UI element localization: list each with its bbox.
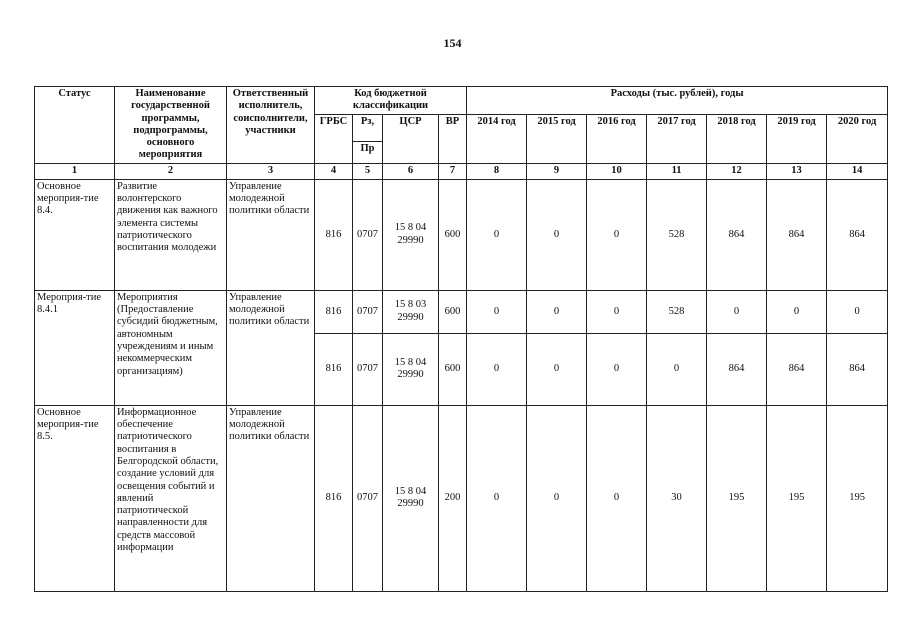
row-value: 864 xyxy=(707,179,767,290)
row-rzpr: 0707 xyxy=(353,333,383,405)
row-status: Основное мероприя-тие 8.5. xyxy=(35,405,115,591)
row-value: 0 xyxy=(467,333,527,405)
page-number: 154 xyxy=(443,36,462,50)
column-number: 5 xyxy=(353,163,383,179)
row-value: 0 xyxy=(467,290,527,333)
row-value: 0 xyxy=(587,333,647,405)
header-rz-cell: Рз, xyxy=(353,115,383,142)
row-value: 0 xyxy=(587,290,647,333)
column-number: 3 xyxy=(227,163,315,179)
row-value: 195 xyxy=(827,405,888,591)
row-csr: 15 8 04 29990 xyxy=(383,405,439,591)
row-value: 864 xyxy=(767,333,827,405)
budget-table-body xyxy=(34,86,888,592)
header-pr-cell: Пр xyxy=(353,141,383,163)
row-name: Информационное обеспечение патриотического воспитания в Белгородской области, создание условий для освещения событий и явлений патриотической направленности для средств массовой информации xyxy=(115,405,227,591)
header-year-2018: 2018 год xyxy=(707,115,767,164)
row-vr: 600 xyxy=(439,290,467,333)
row-value: 0 xyxy=(587,405,647,591)
row-value: 0 xyxy=(767,290,827,333)
table-row xyxy=(35,405,888,591)
header-expenses-cell: Расходы (тыс. рублей), годы xyxy=(467,87,888,115)
header-vr-cell: ВР xyxy=(439,115,467,164)
column-number: 11 xyxy=(647,163,707,179)
row-value: 0 xyxy=(647,333,707,405)
column-number: 14 xyxy=(827,163,888,179)
row-value: 195 xyxy=(767,405,827,591)
header-year-2017: 2017 год xyxy=(647,115,707,164)
column-number: 4 xyxy=(315,163,353,179)
header-status-cell: Статус xyxy=(35,87,115,164)
row-responsible: Управление молодежной политики области xyxy=(227,179,315,290)
row-csr: 15 8 04 29990 xyxy=(383,179,439,290)
row-status: Основное мероприя-тие 8.4. xyxy=(35,179,115,290)
header-csr-cell: ЦСР xyxy=(383,115,439,164)
row-grbs: 816 xyxy=(315,405,353,591)
row-name: Мероприятия (Предоставление субсидий бюджетным, автономным учреждениям и иным некоммерческим организациям) xyxy=(115,290,227,405)
row-value: 0 xyxy=(467,179,527,290)
row-value: 528 xyxy=(647,290,707,333)
row-value: 0 xyxy=(527,405,587,591)
row-value: 0 xyxy=(587,179,647,290)
row-name: Развитие волонтерского движения как важного элемента системы патриотического воспитания молодежи xyxy=(115,179,227,290)
row-csr: 15 8 04 29990 xyxy=(383,333,439,405)
row-value: 30 xyxy=(647,405,707,591)
header-year-2019: 2019 год xyxy=(767,115,827,164)
column-number: 6 xyxy=(383,163,439,179)
row-rzpr: 0707 xyxy=(353,290,383,333)
column-number: 1 xyxy=(35,163,115,179)
row-vr: 600 xyxy=(439,179,467,290)
row-value: 864 xyxy=(827,179,888,290)
row-value: 0 xyxy=(707,290,767,333)
row-value: 195 xyxy=(707,405,767,591)
row-csr: 15 8 03 29990 xyxy=(383,290,439,333)
header-responsible-cell: Ответственный исполнитель, соисполнители, участники xyxy=(227,87,315,164)
header-budget-code-cell: Код бюджетной классификации xyxy=(315,87,467,115)
header-year-2020: 2020 год xyxy=(827,115,888,164)
row-value: 864 xyxy=(827,333,888,405)
row-value: 528 xyxy=(647,179,707,290)
column-number: 8 xyxy=(467,163,527,179)
table-row xyxy=(35,179,888,290)
row-responsible: Управление молодежной политики области xyxy=(227,290,315,405)
header-name-cell: Наименование государственной программы, подпрограммы, основного мероприятия xyxy=(115,87,227,164)
row-status: Мероприя-тие 8.4.1 xyxy=(35,290,115,405)
column-number: 2 xyxy=(115,163,227,179)
header-year-2016: 2016 год xyxy=(587,115,647,164)
column-number: 12 xyxy=(707,163,767,179)
row-vr: 200 xyxy=(439,405,467,591)
table-row xyxy=(35,290,888,333)
column-number: 10 xyxy=(587,163,647,179)
row-vr: 600 xyxy=(439,333,467,405)
row-value: 0 xyxy=(467,405,527,591)
row-rzpr: 0707 xyxy=(353,405,383,591)
header-year-2014: 2014 год xyxy=(467,115,527,164)
row-responsible: Управление молодежной политики области xyxy=(227,405,315,591)
row-value: 0 xyxy=(527,333,587,405)
header-year-2015: 2015 год xyxy=(527,115,587,164)
row-value: 0 xyxy=(827,290,888,333)
column-number: 7 xyxy=(439,163,467,179)
row-grbs: 816 xyxy=(315,290,353,333)
column-number: 9 xyxy=(527,163,587,179)
column-number: 13 xyxy=(767,163,827,179)
row-value: 0 xyxy=(527,290,587,333)
column-numbers-row xyxy=(35,163,888,179)
row-value: 864 xyxy=(767,179,827,290)
row-grbs: 816 xyxy=(315,179,353,290)
header-grbs-cell: ГРБС xyxy=(315,115,353,164)
row-rzpr: 0707 xyxy=(353,179,383,290)
row-value: 864 xyxy=(707,333,767,405)
row-value: 0 xyxy=(527,179,587,290)
row-grbs: 816 xyxy=(315,333,353,405)
